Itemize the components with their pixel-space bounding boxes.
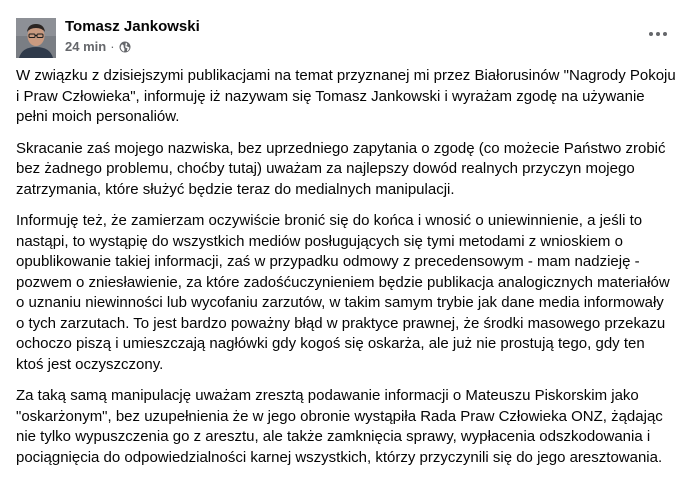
post-paragraph-1: W związku z dzisiejszymi publikacjami na temat przyznanej mi przez Białorusinów "Nagrody Pokoju i Praw Człowieka", informuję iż nazywam się Tomasz Jankowski i wyrażam zgodę na używanie pełni moich personaliów.	[16, 67, 676, 125]
post-text	[16, 66, 676, 479]
separator-dot: ·	[110, 39, 115, 54]
globe-icon[interactable]	[119, 41, 131, 53]
post-header	[16, 16, 200, 60]
post-paragraph-2: Skracanie zaś mojego nazwiska, bez uprzedniego zapytania o zgodę (co możecie Państwo zrobić bez żadnego problemu, choćby tutaj) uważam za najlepszy dowód realnych przyczyn mojego zatrzymania, które służyć będzie teraz do medialnych manipulacji.	[16, 139, 666, 198]
post-paragraph-4: Za taką samą manipulację uważam zresztą podawanie informacji o Mateuszu Piskorskim jako "oskarżonym", bez uzupełnienia że w jego obronie wystąpiła Rada Praw Człowieka ONZ, żądając nie tylko wypuszczenia go z aresztu, ale także zamknięcia sprawy, wypłacenia odszkodowania i pociągnięcia do odpowiedzialności karnej wszystkich, którzy przyczynili się do jego aresztowania.	[16, 387, 663, 466]
post-meta	[65, 17, 200, 55]
post-paragraph-3: Informuję też, że zamierzam oczywiście bronić się do końca i wnosić o uniewinnienie, a jeśli to nastąpi, to wystąpię do wszystkich mediów posługujących się tymi metodami z wnioskiem o opublikowanie takiej informacji, zaś w przypadku odmowy z precedensowym - mam nadzieję - pozwem o zniesławienie, za które zadośćuczynieniem będzie publikacja analogicznych materiałów o uznaniu niewinności lub wycofaniu zarzutów, w takim samym trybie jak dane media informowały o tych zarzutach. To jest bardzo poważny błąd w praktyce prawnej, że środki masowego przekazu ochoczo piszą i umieszczają nagłówki gdy kogoś się oskarża, ale już nie prostują tego, gdy ten ktoś jest oczyszczony.	[16, 212, 670, 373]
post-subline	[65, 39, 200, 55]
post-time[interactable]: 24 min	[65, 39, 107, 54]
more-horizontal-icon	[649, 32, 667, 36]
author-name[interactable]: Tomasz Jankowski	[65, 18, 200, 35]
more-options-button[interactable]	[640, 16, 676, 52]
avatar[interactable]	[16, 18, 56, 58]
